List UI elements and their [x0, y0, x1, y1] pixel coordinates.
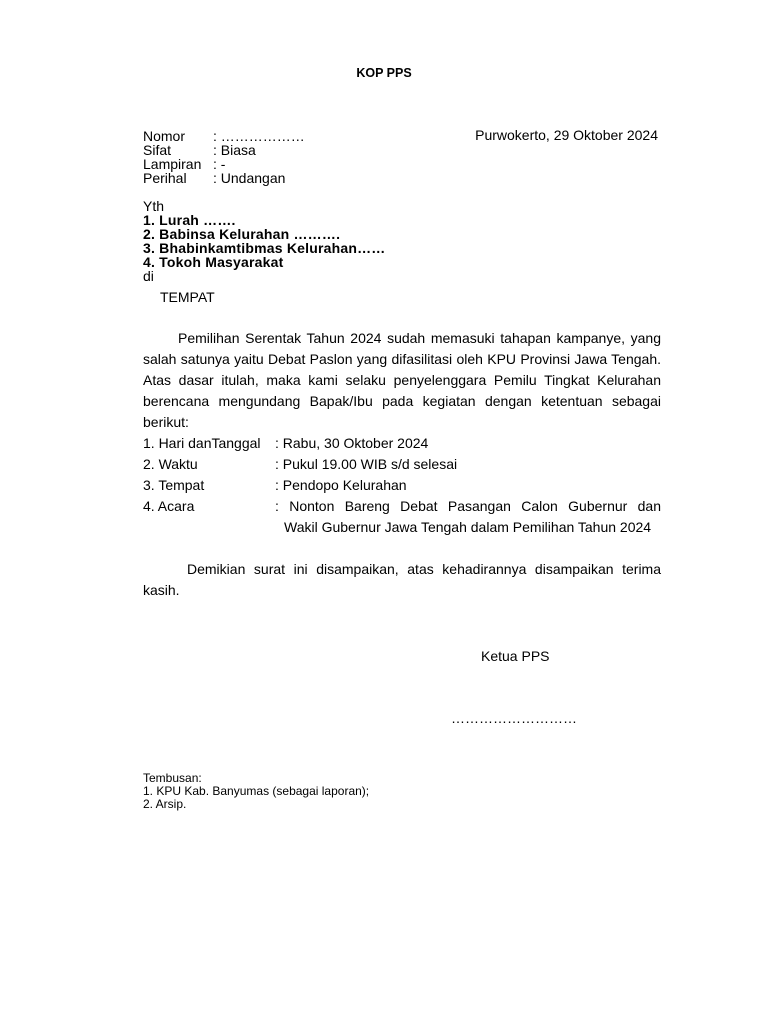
di-label: di	[143, 268, 154, 284]
detail-value-rest: Wakil Gubernur Jawa Tengah dalam Pemilihan Tahun 2024	[284, 519, 652, 535]
signature-title: Ketua PPS	[481, 648, 550, 664]
sifat-value: : Biasa	[213, 142, 256, 158]
detail-label: 3. Tempat	[143, 477, 205, 493]
tembusan-item: 2. Arsip.	[143, 797, 187, 811]
lampiran-label: Lampiran	[143, 156, 202, 172]
tempat-label: TEMPAT	[160, 289, 215, 305]
detail-label: 1. Hari danTanggal	[143, 435, 261, 451]
intro-paragraph: Pemilihan Serentak Tahun 2024 sudah memasuki tahapan kampanye, yang salah satunya yaitu Debat Paslon yang difasilitasi oleh KPU Provinsi Jawa Tengah. Atas dasar itulah, maka kami selaku penyelenggara Pemilu Tingkat Kelurahan berencana mengundang Bapak/Ibu pada kegiatan dengan ketentuan sebagai berikut:	[143, 330, 661, 430]
nomor-value: : ………………	[213, 128, 305, 144]
recipient-item: 3. Bhabinkamtibmas Kelurahan……	[143, 240, 386, 256]
city-date: Purwokerto, 29 Oktober 2024	[475, 127, 658, 143]
sifat-label: Sifat	[143, 142, 172, 158]
detail-value: : Rabu, 30 Oktober 2024	[275, 435, 429, 451]
nomor-label: Nomor	[143, 128, 186, 144]
detail-value-line1: : Nonton Bareng Debat Pasangan Calon Gubernur dan	[275, 498, 661, 514]
recipient-item: 1. Lurah …….	[143, 212, 236, 228]
closing-paragraph: Demikian surat ini disampaikan, atas kehadirannya disampaikan terima kasih.	[143, 561, 661, 598]
yth-label: Yth	[143, 198, 165, 214]
lampiran-value: : -	[213, 156, 226, 172]
detail-value: : Pendopo Kelurahan	[275, 477, 407, 493]
perihal-value: : Undangan	[213, 170, 286, 186]
detail-value: : Pukul 19.00 WIB s/d selesai	[275, 456, 458, 472]
signature-name-placeholder: ………………………	[451, 710, 577, 726]
letter-heading: KOP PPS	[356, 66, 412, 80]
detail-label: 4. Acara	[143, 498, 195, 514]
recipient-item: 2. Babinsa Kelurahan ……….	[143, 226, 341, 242]
recipient-item: 4. Tokoh Masyarakat	[143, 254, 284, 270]
tembusan-item: 1. KPU Kab. Banyumas (sebagai laporan);	[143, 784, 370, 798]
detail-label: 2. Waktu	[143, 456, 198, 472]
tembusan-label: Tembusan:	[143, 771, 202, 785]
perihal-label: Perihal	[143, 170, 187, 186]
detail-row-acara	[143, 496, 661, 559]
